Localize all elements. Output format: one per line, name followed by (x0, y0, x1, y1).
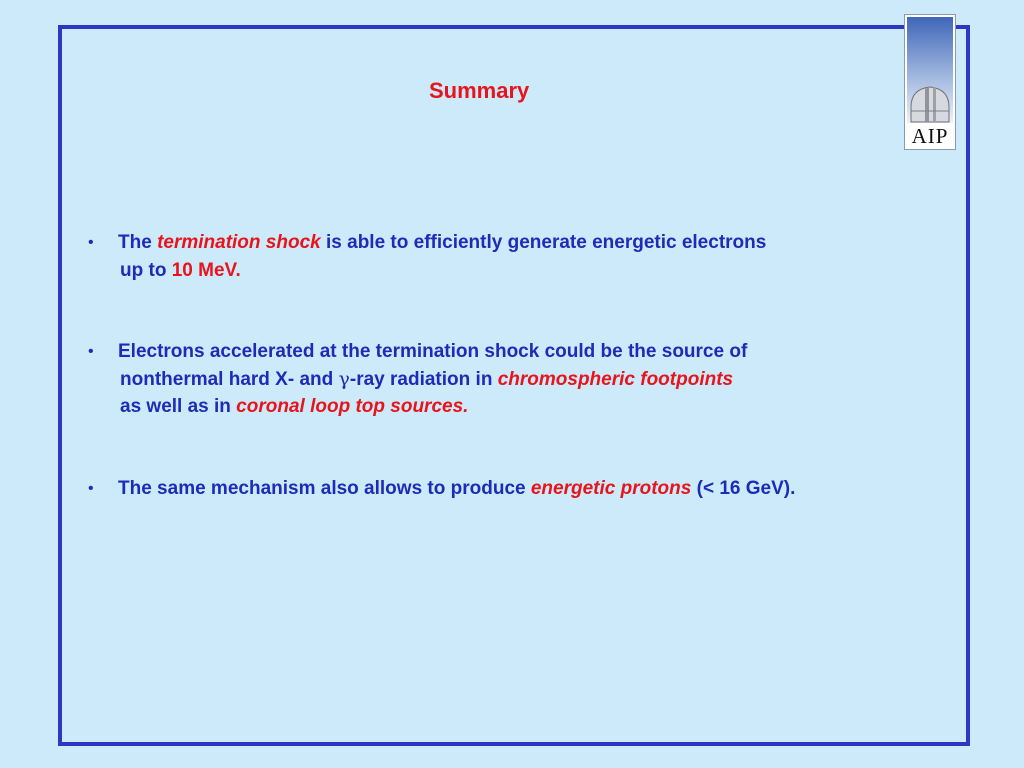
text-run: (< 16 GeV). (691, 478, 796, 499)
logo-text: AIP (911, 124, 949, 148)
bullet-item-3 (88, 475, 795, 503)
bullet-item-1 (88, 229, 766, 284)
text-run: -ray radiation in (349, 368, 498, 390)
text-run: nonthermal hard X- and (120, 368, 339, 390)
highlight-text: energetic protons (530, 478, 692, 499)
bullet-marker: • (88, 234, 94, 251)
text-run: as well as in (120, 396, 237, 417)
highlight-text: 10 MeV. (171, 259, 241, 281)
bullet-line (88, 229, 766, 257)
text-run: is able to efficiently generate energetic electrons (320, 232, 767, 253)
bullet-marker: • (88, 343, 94, 360)
text-run: up to (120, 259, 172, 281)
highlight-text: coronal loop top sources. (236, 396, 469, 417)
bullet-item-2 (88, 338, 747, 421)
text-run: The (118, 232, 158, 253)
text-run: The same mechanism also allows to produce (118, 478, 531, 499)
bullet-line (88, 366, 747, 394)
gamma-symbol: γ (338, 367, 350, 390)
slide-title: Summary (429, 78, 530, 103)
bullet-line (88, 338, 747, 366)
aip-logo (904, 14, 956, 150)
highlight-text: termination shock (157, 232, 321, 253)
bullet-marker: • (88, 480, 94, 497)
bullet-line (88, 475, 795, 503)
bullet-line (88, 257, 766, 285)
text-run: Electrons accelerated at the termination shock could be the source of (118, 341, 748, 362)
highlight-text: chromospheric footpoints (497, 368, 734, 390)
observatory-dome-icon (905, 15, 955, 127)
bullet-line (88, 393, 747, 421)
